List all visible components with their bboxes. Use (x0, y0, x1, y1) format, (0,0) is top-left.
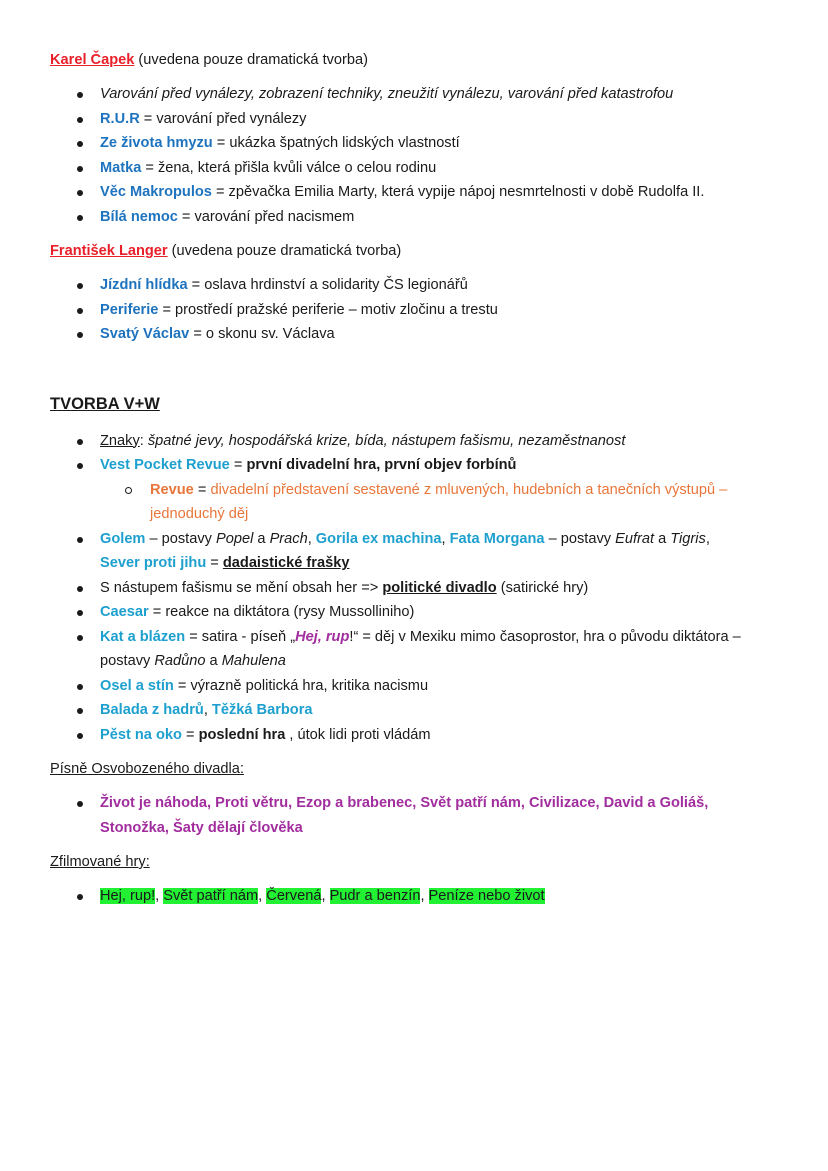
capek-note: (uvedena pouze dramatická tvorba) (134, 52, 369, 68)
work-title: Periferie (100, 301, 159, 318)
capek-author: Karel Čapek (50, 52, 135, 68)
work-title: Vest Pocket Revue (100, 457, 230, 473)
work-desc: = varování před vynálezy (139, 110, 307, 127)
work-title: Kat a blázen (100, 628, 186, 645)
list-item-znaky (50, 429, 780, 454)
list-item (50, 107, 780, 132)
list-item (50, 156, 780, 181)
list-item (50, 131, 780, 156)
text: a (253, 530, 270, 547)
text: a (205, 653, 222, 669)
list-item-kat-a-blazen (50, 625, 780, 674)
song-title: Hej, rup (295, 628, 350, 645)
text: , (705, 530, 710, 547)
text: – postavy (145, 530, 216, 547)
work-title: Věc Makropulos (100, 184, 212, 200)
list-item-golem (50, 527, 780, 576)
list-item (50, 82, 780, 107)
separator: , (420, 888, 429, 904)
work-title: Jízdní hlídka (100, 277, 188, 293)
langer-works-list (50, 273, 780, 347)
list-item-vest-pocket-revue (50, 453, 780, 478)
work-title: Caesar (100, 604, 149, 620)
list-item-revue (50, 478, 780, 527)
list-item (50, 322, 780, 347)
genre: dadaistické frašky (222, 555, 350, 571)
text: , (203, 702, 212, 718)
work-desc: = výrazně politická hra, kritika nacismu (173, 677, 429, 694)
work-desc: = o skonu sv. Václava (189, 326, 335, 342)
work-title: R.U.R (100, 110, 140, 127)
films-list (50, 884, 780, 909)
work-title: Osel a stín (100, 677, 174, 694)
film-title: Svět patří nám (163, 888, 259, 904)
text: (satirické hry) (496, 579, 589, 596)
list-item (50, 180, 780, 205)
capek-header (50, 48, 780, 72)
list-item (50, 205, 780, 230)
emphasis: politické divadlo (382, 579, 497, 596)
songs-text: Život je náhoda, Proti větru, Ezop a brabenec, Svět patří nám, Civilizace, David a Goliáš, Stonožka, Šaty dělají člověka (100, 795, 709, 836)
separator: , (258, 888, 267, 904)
character: Prach (269, 530, 308, 547)
text: – postavy (544, 530, 616, 547)
langer-note: (uvedena pouze dramatická tvorba) (167, 243, 402, 259)
film-title: Hej, rup! (100, 888, 156, 904)
section-heading-vw: TVORBA V+W (50, 394, 160, 413)
text: !“ = děj v Mexiku mimo časoprostor, hra o původu diktátora – postavy (100, 628, 741, 669)
character: Popel (216, 530, 254, 547)
work-title: Pěst na oko (100, 726, 182, 743)
work-title: Matka (100, 159, 142, 176)
list-item-osel (50, 674, 780, 699)
capek-works-list (50, 82, 780, 229)
list-item (50, 791, 780, 840)
equals: = (193, 481, 211, 498)
equals: = (181, 726, 199, 743)
work-desc: = prostředí pražské periferie – motiv zločinu a trestu (158, 301, 498, 318)
znaky-label: Znaky (100, 432, 140, 449)
character: Tigris (670, 530, 706, 547)
equals: = (206, 555, 223, 571)
separator: , (321, 888, 330, 904)
text: , (307, 530, 316, 547)
separator: , (155, 888, 164, 904)
term-title: Revue (150, 481, 194, 498)
work-desc: = reakce na diktátora (rysy Mussolliniho) (148, 604, 415, 620)
work-desc: = žena, která přišla kvůli válce o celou rodinu (141, 159, 437, 176)
document-page (50, 48, 780, 909)
list-item-balada (50, 698, 780, 723)
list-item (50, 884, 780, 909)
songs-list (50, 791, 780, 840)
list-item-caesar (50, 600, 780, 625)
work-desc: první divadelní hra, první objev forbínů (246, 457, 517, 473)
work-title: Ze života hmyzu (100, 135, 213, 151)
work-desc: = ukázka špatných lidských vlastností (212, 135, 460, 151)
film-title: Červená (266, 888, 322, 904)
songs-label: Písně Osvobozeného divadla: (50, 761, 244, 777)
work-title: Svatý Václav (100, 326, 190, 342)
work-desc: = varování před nacismem (177, 208, 355, 225)
work-title: Těžká Barbora (211, 702, 313, 718)
work-title: Sever proti jihu (100, 555, 207, 571)
capek-intro: Varování před vynálezy, zobrazení techniky, zneužití vynálezu, varování před katastrofou (100, 86, 674, 102)
langer-header (50, 239, 780, 263)
znaky-text: špatné jevy, hospodářská krize, bída, nástupem fašismu, nezaměstnanost (147, 432, 626, 449)
vw-list (50, 429, 780, 748)
text: = satira - píseň „ (185, 628, 296, 645)
text: a (654, 530, 671, 547)
list-item-fasism (50, 576, 780, 601)
character: Radůno (154, 653, 206, 669)
character: Mahulena (221, 653, 286, 669)
text: , útok lidi proti vládám (285, 726, 431, 743)
langer-author: František Langer (50, 243, 168, 259)
equals: = (229, 457, 247, 473)
emphasis: poslední hra (198, 726, 286, 743)
work-title: Fata Morgana (449, 530, 545, 547)
text: S nástupem fašismu se mění obsah her => (100, 579, 383, 596)
text: , (441, 530, 450, 547)
work-title: Gorila ex machina (315, 530, 442, 547)
work-title: Bílá nemoc (100, 208, 178, 225)
film-title: Peníze nebo život (428, 888, 545, 904)
work-desc: = oslava hrdinství a solidarity ČS legionářů (187, 277, 468, 293)
work-title: Golem (100, 530, 146, 547)
film-title: Pudr a benzín (329, 888, 421, 904)
list-item (50, 273, 780, 298)
list-item (50, 298, 780, 323)
term-desc: divadelní představení sestavené z mluvených, hudebních a tanečních výstupů – jednoduchý děj (150, 481, 728, 522)
work-title: Balada z hadrů (100, 702, 204, 718)
work-desc: = zpěvačka Emilia Marty, která vypije nápoj nesmrtelnosti v době Rudolfa II. (211, 184, 705, 200)
list-item-pest (50, 723, 780, 748)
films-label: Zfilmované hry: (50, 854, 150, 870)
colon: : (139, 432, 148, 449)
character: Eufrat (615, 530, 655, 547)
